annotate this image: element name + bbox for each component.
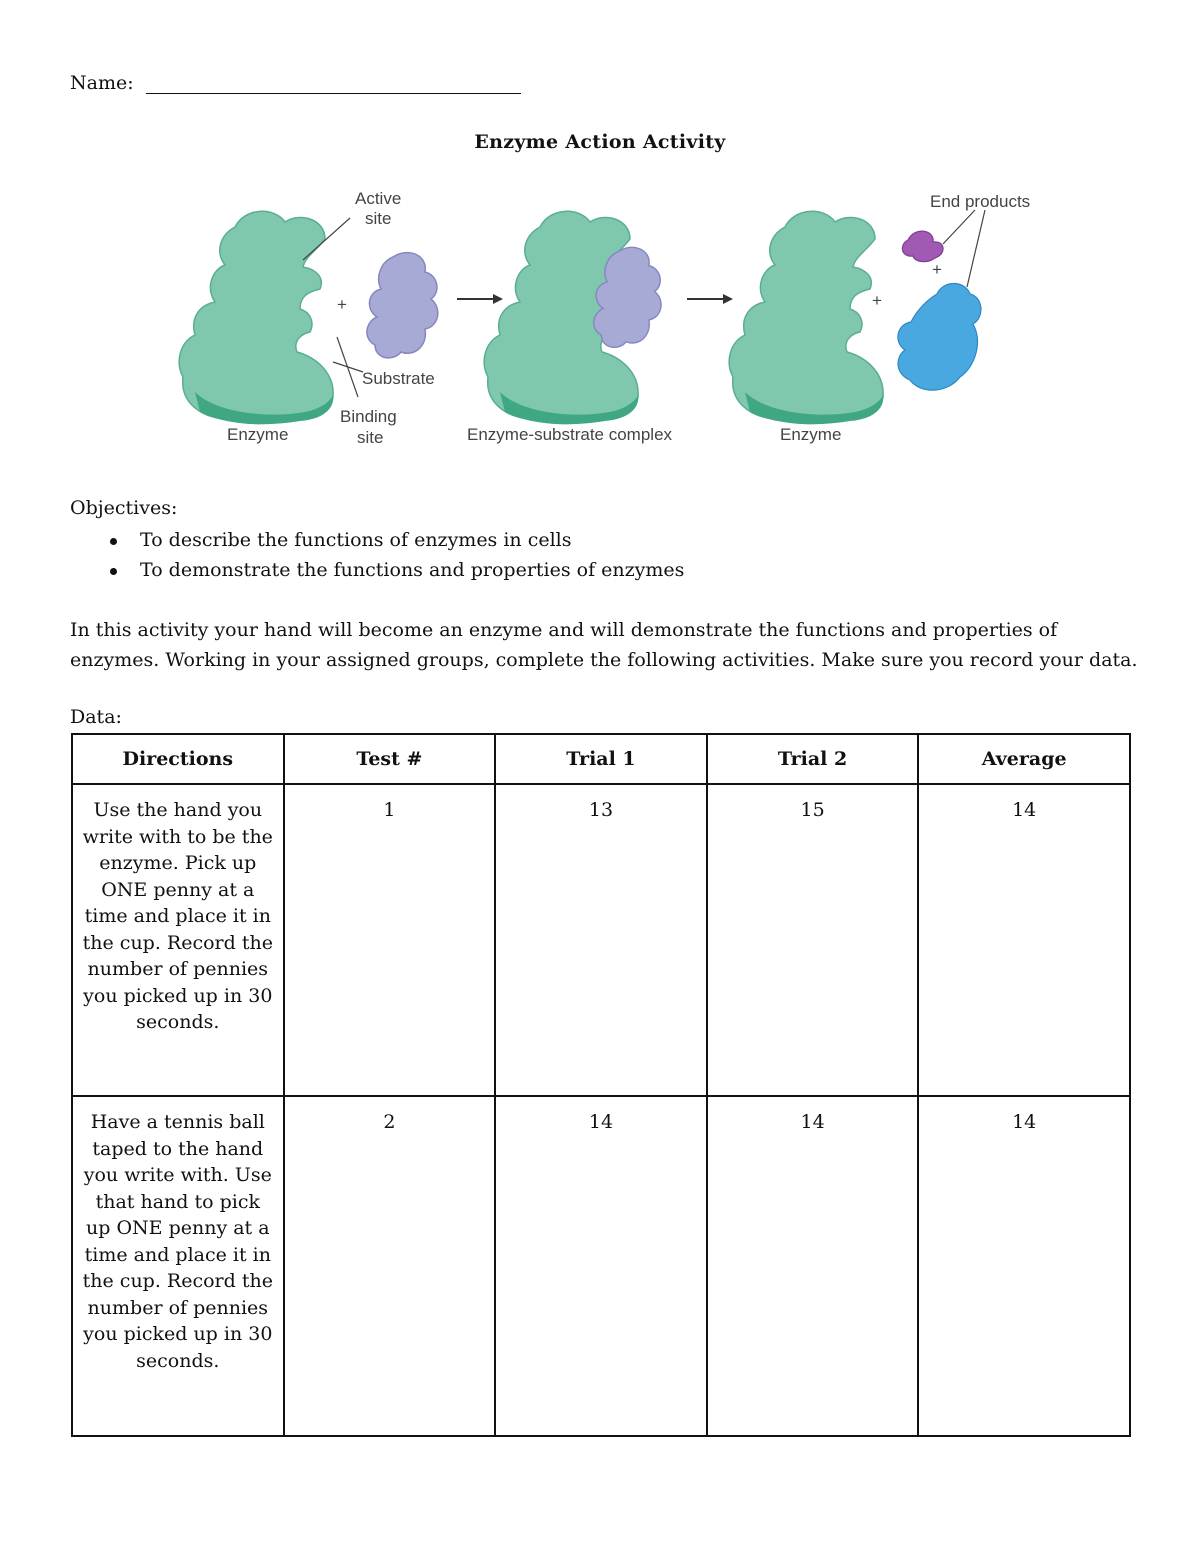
enzyme-left-shape [179, 211, 333, 424]
plus-sign-2: + [872, 291, 882, 310]
trial-2-cell[interactable]: 14 [707, 1096, 919, 1436]
trial-1-cell[interactable]: 13 [495, 784, 707, 1096]
plus-sign-1: + [337, 295, 347, 314]
name-blank-line[interactable] [146, 73, 521, 94]
end-products-pointer-2 [967, 210, 985, 287]
data-table [71, 733, 1131, 1437]
name-label: Name: [70, 72, 134, 94]
objectives-heading: Objectives: [70, 497, 178, 519]
page-title: Enzyme Action Activity [474, 131, 726, 153]
directions-cell: Have a tennis ball taped to the hand you write with. Use that hand to pick up ONE penny at a time and place it in the cup. Record the number of pennies you picked up in 30 seconds. [72, 1096, 284, 1436]
data-label: Data: [70, 706, 122, 728]
substrate-label: Substrate [362, 369, 435, 388]
header-average: Average [918, 734, 1130, 784]
header-test-number: Test # [284, 734, 496, 784]
header-directions: Directions [72, 734, 284, 784]
enzyme-left-label: Enzyme [227, 425, 289, 444]
end-products-label: End products [930, 192, 1031, 211]
plus-sign-3: + [932, 260, 942, 279]
enzyme-diagram [175, 182, 1055, 462]
substrate-shape [367, 253, 438, 358]
binding-site-label-1: Binding [340, 407, 397, 426]
product-purple-shape [902, 231, 943, 262]
substrate-pointer [333, 362, 363, 372]
test-number-cell[interactable]: 2 [284, 1096, 496, 1436]
complex-label: Enzyme-substrate complex [467, 425, 673, 444]
header-trial-1: Trial 1 [495, 734, 707, 784]
table-header-row [72, 734, 1130, 784]
directions-cell: Use the hand you write with to be the enzyme. Pick up ONE penny at a time and place it in the cup. Record the number of pennies you picked up in 30 seconds. [72, 784, 284, 1096]
trial-1-cell[interactable]: 14 [495, 1096, 707, 1436]
test-number-cell[interactable]: 1 [284, 784, 496, 1096]
active-site-label-2: site [365, 209, 392, 228]
product-blue-shape [898, 284, 981, 391]
enzyme-right-label: Enzyme [780, 425, 842, 444]
table-row [72, 1096, 1130, 1436]
average-cell[interactable]: 14 [918, 1096, 1130, 1436]
intro-paragraph: In this activity your hand will become an enzyme and will demonstrate the functions and properties of enzymes. Working in your assigned groups, complete the following activities. Make sure you record your data. [70, 619, 1138, 671]
enzyme-right-shape [729, 211, 883, 424]
arrow-2 [687, 294, 733, 304]
arrow-1 [457, 294, 503, 304]
trial-2-cell[interactable]: 15 [707, 784, 919, 1096]
active-site-label-1: Active [355, 189, 402, 208]
average-cell[interactable]: 14 [918, 784, 1130, 1096]
end-products-pointer-1 [943, 210, 975, 244]
name-field [70, 72, 521, 94]
objectives-section [70, 497, 684, 585]
binding-site-label-2: site [357, 428, 384, 447]
objective-item: To describe the functions of enzymes in cells [70, 525, 684, 555]
header-trial-2: Trial 2 [707, 734, 919, 784]
objective-item: To demonstrate the functions and properties of enzymes [70, 555, 684, 585]
enzyme-substrate-complex-shape [484, 211, 661, 424]
objectives-list [70, 525, 684, 585]
table-row [72, 784, 1130, 1096]
